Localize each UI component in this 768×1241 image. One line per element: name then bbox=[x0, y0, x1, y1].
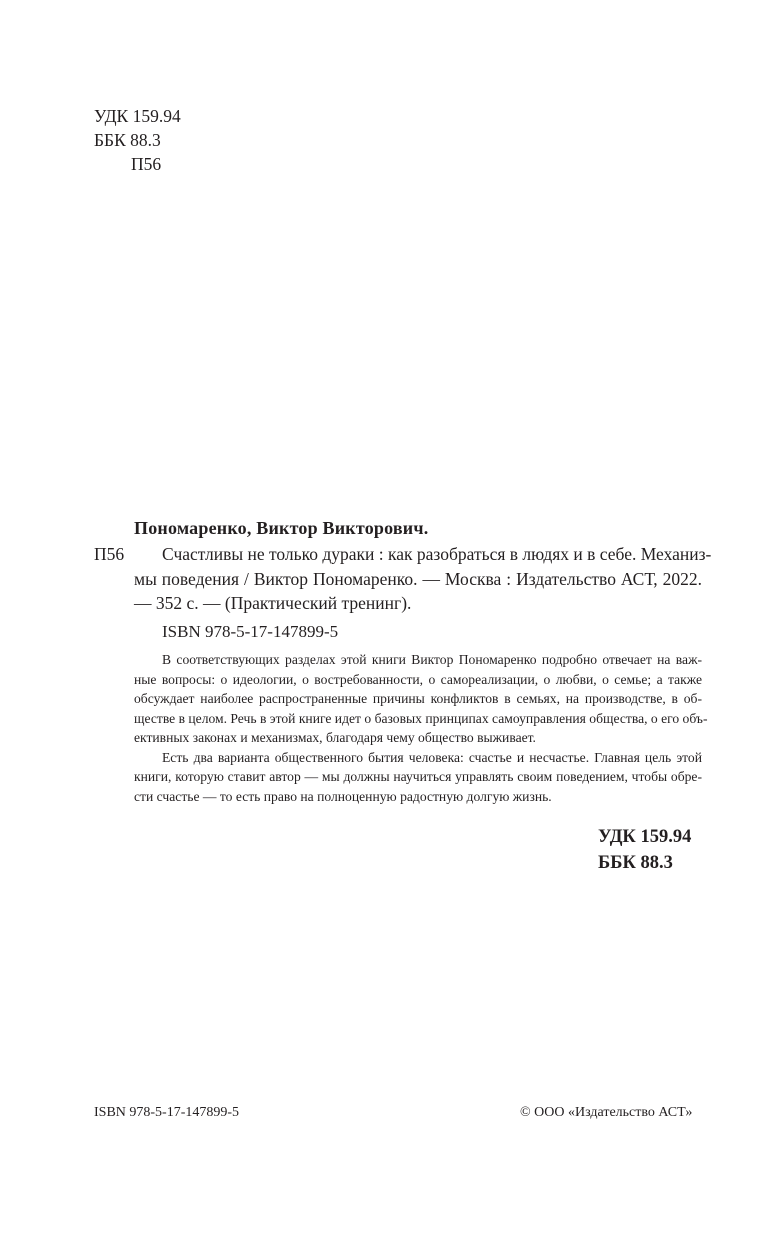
bottom-classification-codes bbox=[598, 824, 691, 876]
annotation-line: ществе в целом. Речь в этой книге идет о базовых принципах самоуправления общества, о его объ- bbox=[134, 710, 708, 726]
bib-line: мы поведения / Виктор Пономаренко. — Москва : Издательство АСТ, 2022. bbox=[134, 568, 702, 589]
bib-line: Счастливы не только дураки : как разобраться в людях и в себе. Механиз- bbox=[162, 544, 712, 564]
udk-code-bold: УДК 159.94 bbox=[598, 827, 692, 847]
annotation-line: обсуждает наиболее распространенные причины конфликтов в семьях, на производстве, в об- bbox=[134, 691, 702, 706]
bibliographic-description bbox=[134, 542, 712, 616]
record-isbn: ISBN 978-5-17-147899-5 bbox=[162, 622, 339, 641]
annotation bbox=[134, 650, 708, 806]
annotation-line: В соответствующих разделах этой книги Виктор Пономаренко подробно отвечает на важ- bbox=[162, 652, 702, 667]
footer-isbn: ISBN 978-5-17-147899-5 bbox=[94, 1105, 240, 1120]
annotation-line: сти счастье — то есть право на полноценную радостную долгую жизнь. bbox=[134, 788, 552, 804]
bib-line: — 352 с. — (Практический тренинг). bbox=[134, 593, 412, 613]
author-mark-code: П56 bbox=[131, 154, 162, 174]
annotation-line: Есть два варианта общественного бытия человека: счастье и несчастье. Главная цель этой bbox=[162, 749, 702, 765]
record-author-mark: П56 bbox=[94, 544, 125, 564]
author-heading: Пономаренко, Виктор Викторович. bbox=[134, 518, 429, 538]
annotation-line: ные вопросы: о идеологии, о востребованности, о самореализации, о любви, о семье; а также bbox=[134, 671, 702, 687]
bbk-code-bold: ББК 88.3 bbox=[598, 853, 673, 873]
footer-copyright: © ООО «Издательство АСТ» bbox=[520, 1105, 693, 1120]
annotation-line: книги, которую ставит автор — мы должны научиться управлять своим поведением, чтобы обре- bbox=[134, 769, 702, 784]
annotation-line: ективных законах и механизмах, благодаря чему общество выживает. bbox=[134, 730, 536, 745]
bbk-code: ББК 88.3 bbox=[94, 130, 161, 150]
udk-code: УДК 159.94 bbox=[94, 106, 181, 126]
top-classification-codes bbox=[94, 104, 181, 176]
